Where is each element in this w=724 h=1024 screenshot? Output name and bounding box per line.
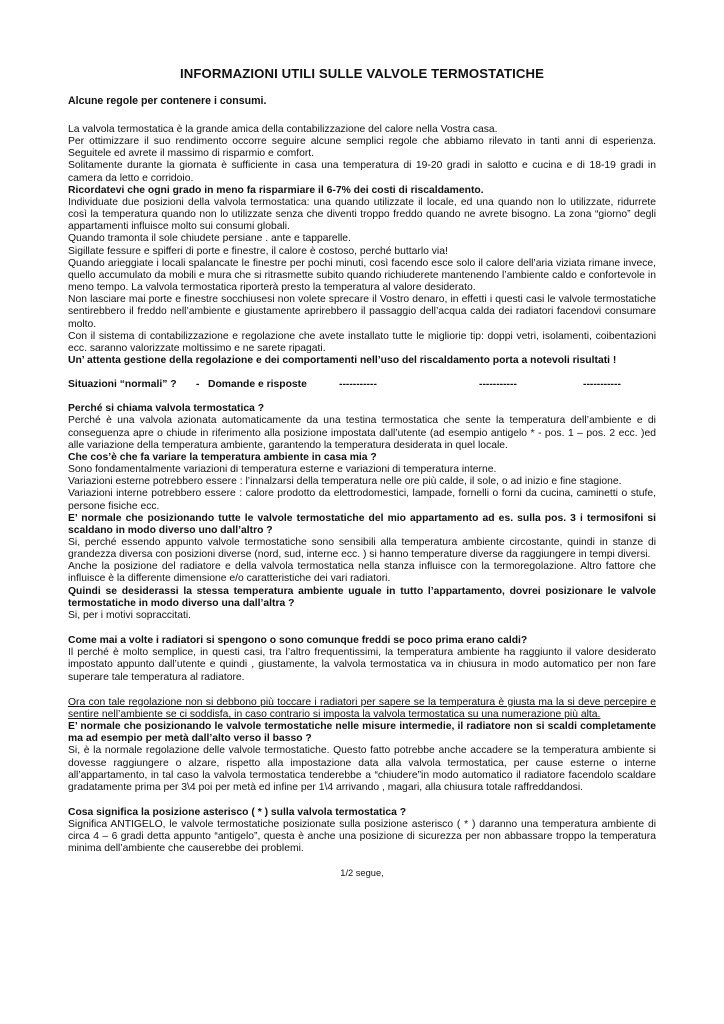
page-title: INFORMAZIONI UTILI SULLE VALVOLE TERMOSTATICHE bbox=[179, 66, 545, 81]
question-heading: E’ normale che posizionando le valvole termostatiche nelle misure intermedie, il radiatore non si scaldi completamente ma ad esempio per metà dall’alto verso il basso ? bbox=[68, 721, 656, 745]
underlined-note: Ora con tale regolazione non si debbono più toccare i radiatori per sapere se la temperatura è giusta ma la si deve percepire e sentire nell’ambiente se ci soddisfa, in caso contrario si imposta la valvola termostatica su una numerazione più alta. bbox=[68, 696, 656, 720]
answer-paragraph: Si, perché essendo appunto valvole termostatiche sono sensibili alla temperatura ambiente circostante, quindi in stanze di grandezza diversa con posizioni diverse (nord, sud, interne ecc. ) si hanno temperature diverse da raggiungere in tempi diversi. bbox=[68, 537, 656, 561]
question-heading: Che cos’è che fa variare la temperatura ambiente in casa mia ? bbox=[68, 451, 377, 463]
qa-label: Domande e risposte bbox=[208, 379, 307, 391]
intro-paragraph: Quando tramonta il sole chiudete persiane . ante e tapparelle. bbox=[68, 233, 351, 245]
intro-highlight: Un’ attenta gestione della regolazione e dei comportamenti nell’uso del riscaldamento porta a notevoli risultati ! bbox=[68, 354, 617, 366]
question-heading: Perché si chiama valvola termostatica ? bbox=[68, 403, 265, 415]
answer-paragraph: Si, per i motivi sopraccitati. bbox=[68, 609, 192, 621]
situations-dash: - bbox=[196, 379, 200, 391]
document-page bbox=[68, 66, 656, 878]
intro-paragraph: Sigillate fessure e spifferi di porte e finestre, il calore è costoso, perché buttarlo via! bbox=[68, 245, 448, 257]
situations-heading bbox=[68, 379, 656, 391]
intro-paragraph: Con il sistema di contabilizzazione e regolazione che avete installato tutte le migliorie tip: doppi vetri, isolamenti, coibentazioni ecc. saranno valorizzate moltissimo e ne sarete ripagati. bbox=[68, 330, 656, 354]
separator-dashes: ----------- bbox=[339, 379, 377, 391]
separator-dashes: ----------- bbox=[479, 379, 517, 391]
answer-paragraph: Variazioni interne potrebbero essere : calore prodotto da elettrodomestici, lampade, fornelli o forni da cucina, caminetti o stufe, persone fisiche ecc. bbox=[68, 488, 656, 512]
intro-paragraph: Quando arieggiate i locali spalancate le finestre per pochi minuti, così facendo esce solo il calore dell’aria viziata rimane invece, quello accumulato da mobili e mura che si ritrasmette subito quando richiuderete mantenendo l’ambiente caldo e confortevole in meno tempo. La valvola termostatica riporterà presto la temperatura al valore desiderato. bbox=[68, 257, 656, 294]
intro-paragraph: Solitamente durante la giornata è sufficiente in casa una temperatura di 19-20 gradi in salotto e cucina e di 18-19 gradi in camera da letto e corridoio. bbox=[68, 160, 656, 184]
answer-paragraph: Si, è la normale regolazione delle valvole termostatiche. Questo fatto potrebbe anche accadere se la temperatura ambiente si dovesse raggiungere o alzare, rispetto alla impostazione data alla valvola termostatica, per cause esterne o interne all’appartamento, in tal caso la valvola termostatica tenderebbe a “chiudere”in modo automatico il radiatore facendolo scaldare gradatamente prima per 3\4 poi per metà ed infine per 1\4 arrivando , magari, alla chiusura totale raffreddandosi. bbox=[68, 745, 656, 793]
intro-paragraph: Per ottimizzare il suo rendimento occorre seguire alcune semplici regole che abbiamo rilevato in tanti anni di esperienza. Seguitele ed avrete il massimo di risparmio e comfort. bbox=[68, 136, 656, 160]
separator-dashes: ----------- bbox=[583, 379, 621, 391]
answer-paragraph: Variazioni esterne potrebbero essere : l’innalzarsi della temperatura nelle ore più calde, il sole, o ad inizio e fine stagione. bbox=[68, 476, 622, 488]
question-heading: Come mai a volte i radiatori si spengono o sono comunque freddi se poco prima erano caldi? bbox=[68, 635, 528, 647]
intro-paragraph: Non lasciare mai porte e finestre socchiusesi non volete sprecare il Vostro denaro, in effetti i questi casi le valvole termostatiche sentirebbero il freddo nell’ambiente e giustamente aprirebbero il passaggio dell’acqua calda dei radiatori facendovi consumare molto. bbox=[68, 294, 656, 330]
question-heading: E’ normale che posizionando tutte le valvole termostatiche del mio appartamento ad es. sulla pos. 3 i termosifoni si scaldano in modo diverso uno dall’altro ? bbox=[68, 512, 656, 536]
question-heading: Quindi se desiderassi la stessa temperatura ambiente uguale in tutto l’appartamento, dovrei posizionare le valvole termostatiche in modo diverso una dall’altra ? bbox=[68, 585, 656, 609]
question-heading: Cosa significa la posizione asterisco ( * ) sulla valvola termostatica ? bbox=[68, 806, 407, 818]
section-subtitle: Alcune regole per contenere i consumi. bbox=[68, 95, 267, 107]
answer-paragraph: Sono fondamentalmente variazioni di temperatura esterne e variazioni di temperatura interne. bbox=[68, 464, 497, 476]
answer-paragraph: Il perché è molto semplice, in questi casi, tra l’altro frequentissimi, la temperatura ambiente ha raggiunto il valore desiderato impostato appunto dall’utente e quindi , giustamente, la valvola termostatica va in chiusura in modo automatico per non fare superare tale temperatura al radiatore. bbox=[68, 647, 656, 683]
situations-label: Situazioni “normali” ? bbox=[68, 379, 177, 391]
intro-highlight: Ricordatevi che ogni grado in meno fa risparmiare il 6-7% dei costi di riscaldamento. bbox=[68, 184, 484, 196]
intro-paragraph: Individuate due posizioni della valvola termostatica: una quando utilizzate il locale, ed una quando non lo utilizzate, ridurrete così la temperatura quando non lo utilizzate senza che diventi troppo freddo quando ne avrete bisogno. La zona “giorno” degli appartamenti influisce molto sui consumi globali. bbox=[68, 196, 656, 233]
answer-paragraph: Significa ANTIGELO, le valvole termostatiche posizionate sulla posizione asterisco ( * ) daranno una temperatura ambiente di circa 4 – 6 gradi detta appunto “antigelo”, questa è anche una posizione di sicurezza per non abbassare troppo la temperatura minima dell’ambiente che causerebbe dei problemi. bbox=[68, 819, 656, 855]
page-footer: 1/2 segue, bbox=[340, 867, 384, 878]
intro-paragraph: La valvola termostatica è la grande amica della contabilizzazione del calore nella Vostra casa. bbox=[68, 124, 498, 135]
answer-paragraph: Anche la posizione del radiatore e della valvola termostatica nella stanza influisce con la termoregolazione. Altro fattore che influisce è la differente dimensione e/o caratteristiche dei vari radiatori. bbox=[68, 561, 656, 585]
answer-paragraph: Perché è una valvola azionata automaticamente da una testina termostatica che sente la temperatura dell’ambiente e di conseguenza apre o chiude in riferimento alla posizione impostata dall’utente (ad esempio antigelo * - pos. 1 – pos. 2 ecc. )ed alle variazione della temperatura ambiente, garantendo la temperatura desiderata in quel locale. bbox=[68, 415, 656, 451]
